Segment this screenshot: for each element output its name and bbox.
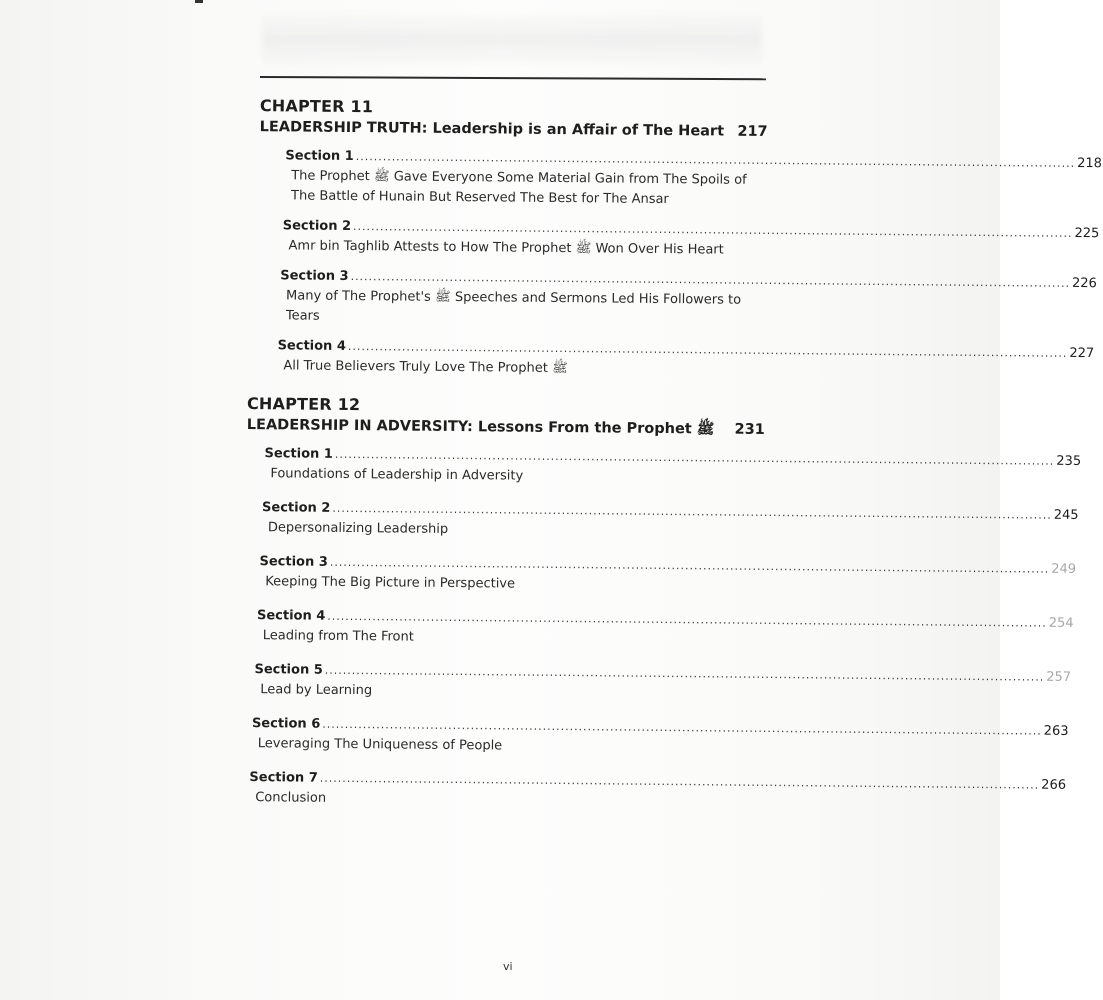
toc-entry bbox=[285, 146, 1103, 211]
section-label: Section 4 bbox=[256, 608, 326, 624]
toc-entry bbox=[280, 266, 1097, 331]
section-title: Foundations of Leadership in Adversity bbox=[270, 466, 524, 484]
dot-leader: ................................................................................................................................................................ bbox=[332, 501, 1052, 522]
dot-leader: ................................................................................................................................................................ bbox=[327, 609, 1047, 630]
section-title: All True Believers Truly Love The Prophet ﷺ bbox=[283, 358, 568, 377]
section-label: Section 3 bbox=[259, 554, 328, 570]
toc-entry bbox=[259, 552, 1077, 597]
section-label: Section 6 bbox=[251, 716, 321, 732]
section-label: Section 5 bbox=[254, 662, 323, 678]
toc-entry bbox=[261, 498, 1079, 543]
section-page: 218 bbox=[1077, 155, 1103, 172]
section-page: 249 bbox=[1051, 561, 1077, 577]
section-label: Section 1 bbox=[264, 446, 333, 462]
bleed-through-header bbox=[262, 10, 762, 70]
toc-entry bbox=[282, 216, 1100, 261]
toc-entry bbox=[277, 336, 1095, 381]
section-label: Section 1 bbox=[285, 148, 354, 165]
section-page: 266 bbox=[1041, 777, 1067, 793]
chapter-title-line bbox=[247, 414, 765, 441]
chapter-title-line bbox=[260, 116, 768, 143]
dot-leader: ................................................................................................................................................................ bbox=[347, 339, 1068, 360]
toc-entry bbox=[251, 714, 1069, 759]
table-of-contents bbox=[241, 96, 1103, 827]
section-page: 227 bbox=[1069, 345, 1095, 362]
section-title: Leading from The Front bbox=[262, 628, 414, 645]
section-label: Section 2 bbox=[261, 500, 331, 516]
dot-leader: ................................................................................................................................................................ bbox=[319, 771, 1040, 792]
section-title: The Prophet ﷺ Gave Everyone Some Material Gain from The Spoils of The Battle of Hunain But Reserved The Best for The Ansar bbox=[290, 168, 747, 208]
section-title: Many of The Prophet's ﷺ Speeches and Sermons Led His Followers to Tears bbox=[285, 288, 742, 324]
chapter-title: LEADERSHIP TRUTH: Leadership is an Affair of The Heart bbox=[259, 119, 725, 140]
chapter-label: CHAPTER 12 bbox=[246, 394, 361, 415]
section-label: Section 7 bbox=[249, 770, 318, 786]
page-number: vi bbox=[503, 960, 513, 973]
section-title: Conclusion bbox=[255, 790, 327, 806]
section-page: 245 bbox=[1053, 507, 1079, 523]
section-page: 225 bbox=[1074, 225, 1100, 242]
dot-leader: ................................................................................................................................................................ bbox=[355, 150, 1076, 170]
dot-leader: ................................................................................................................................................................ bbox=[334, 447, 1055, 468]
section-title: Depersonalizing Leadership bbox=[267, 520, 449, 537]
toc-entry bbox=[264, 444, 1082, 489]
chapter-page: 231 bbox=[734, 421, 765, 438]
dot-leader: ................................................................................................................................................................ bbox=[324, 663, 1045, 684]
section-list bbox=[245, 146, 1103, 381]
dot-leader: ................................................................................................................................................................ bbox=[329, 555, 1050, 576]
header-rule bbox=[260, 76, 766, 80]
toc-entry bbox=[249, 768, 1067, 813]
section-page: 235 bbox=[1056, 453, 1082, 470]
section-title: Amr bin Taghlib Attests to How The Prophet ﷺ Won Over His Heart bbox=[288, 238, 724, 258]
section-page: 257 bbox=[1046, 669, 1072, 685]
chapter-title: LEADERSHIP IN ADVERSITY: Lessons From the Prophet ﷺ bbox=[246, 417, 715, 438]
section-title: Lead by Learning bbox=[260, 682, 373, 699]
section-title: Leveraging The Uniqueness of People bbox=[257, 736, 503, 754]
toc-entry bbox=[256, 606, 1074, 651]
section-page: 254 bbox=[1048, 615, 1074, 631]
section-label: Section 4 bbox=[277, 338, 347, 354]
chapter-page: 217 bbox=[737, 123, 768, 140]
scan-corner-mark bbox=[195, 0, 203, 3]
section-page: 226 bbox=[1071, 275, 1097, 292]
chapter-12 bbox=[231, 394, 1082, 813]
section-title: Keeping The Big Picture in Perspective bbox=[265, 574, 516, 592]
section-label: Section 2 bbox=[282, 218, 352, 234]
section-list bbox=[231, 444, 1082, 813]
dot-leader: ................................................................................................................................................................ bbox=[322, 717, 1042, 738]
section-page: 263 bbox=[1043, 723, 1069, 739]
toc-entry bbox=[254, 660, 1072, 705]
chapter-label: CHAPTER 11 bbox=[259, 96, 374, 117]
chapter-11 bbox=[245, 96, 1103, 381]
dot-leader: ................................................................................................................................................................ bbox=[350, 269, 1071, 290]
dot-leader: ................................................................................................................................................................ bbox=[353, 220, 1073, 240]
section-label: Section 3 bbox=[280, 268, 349, 284]
